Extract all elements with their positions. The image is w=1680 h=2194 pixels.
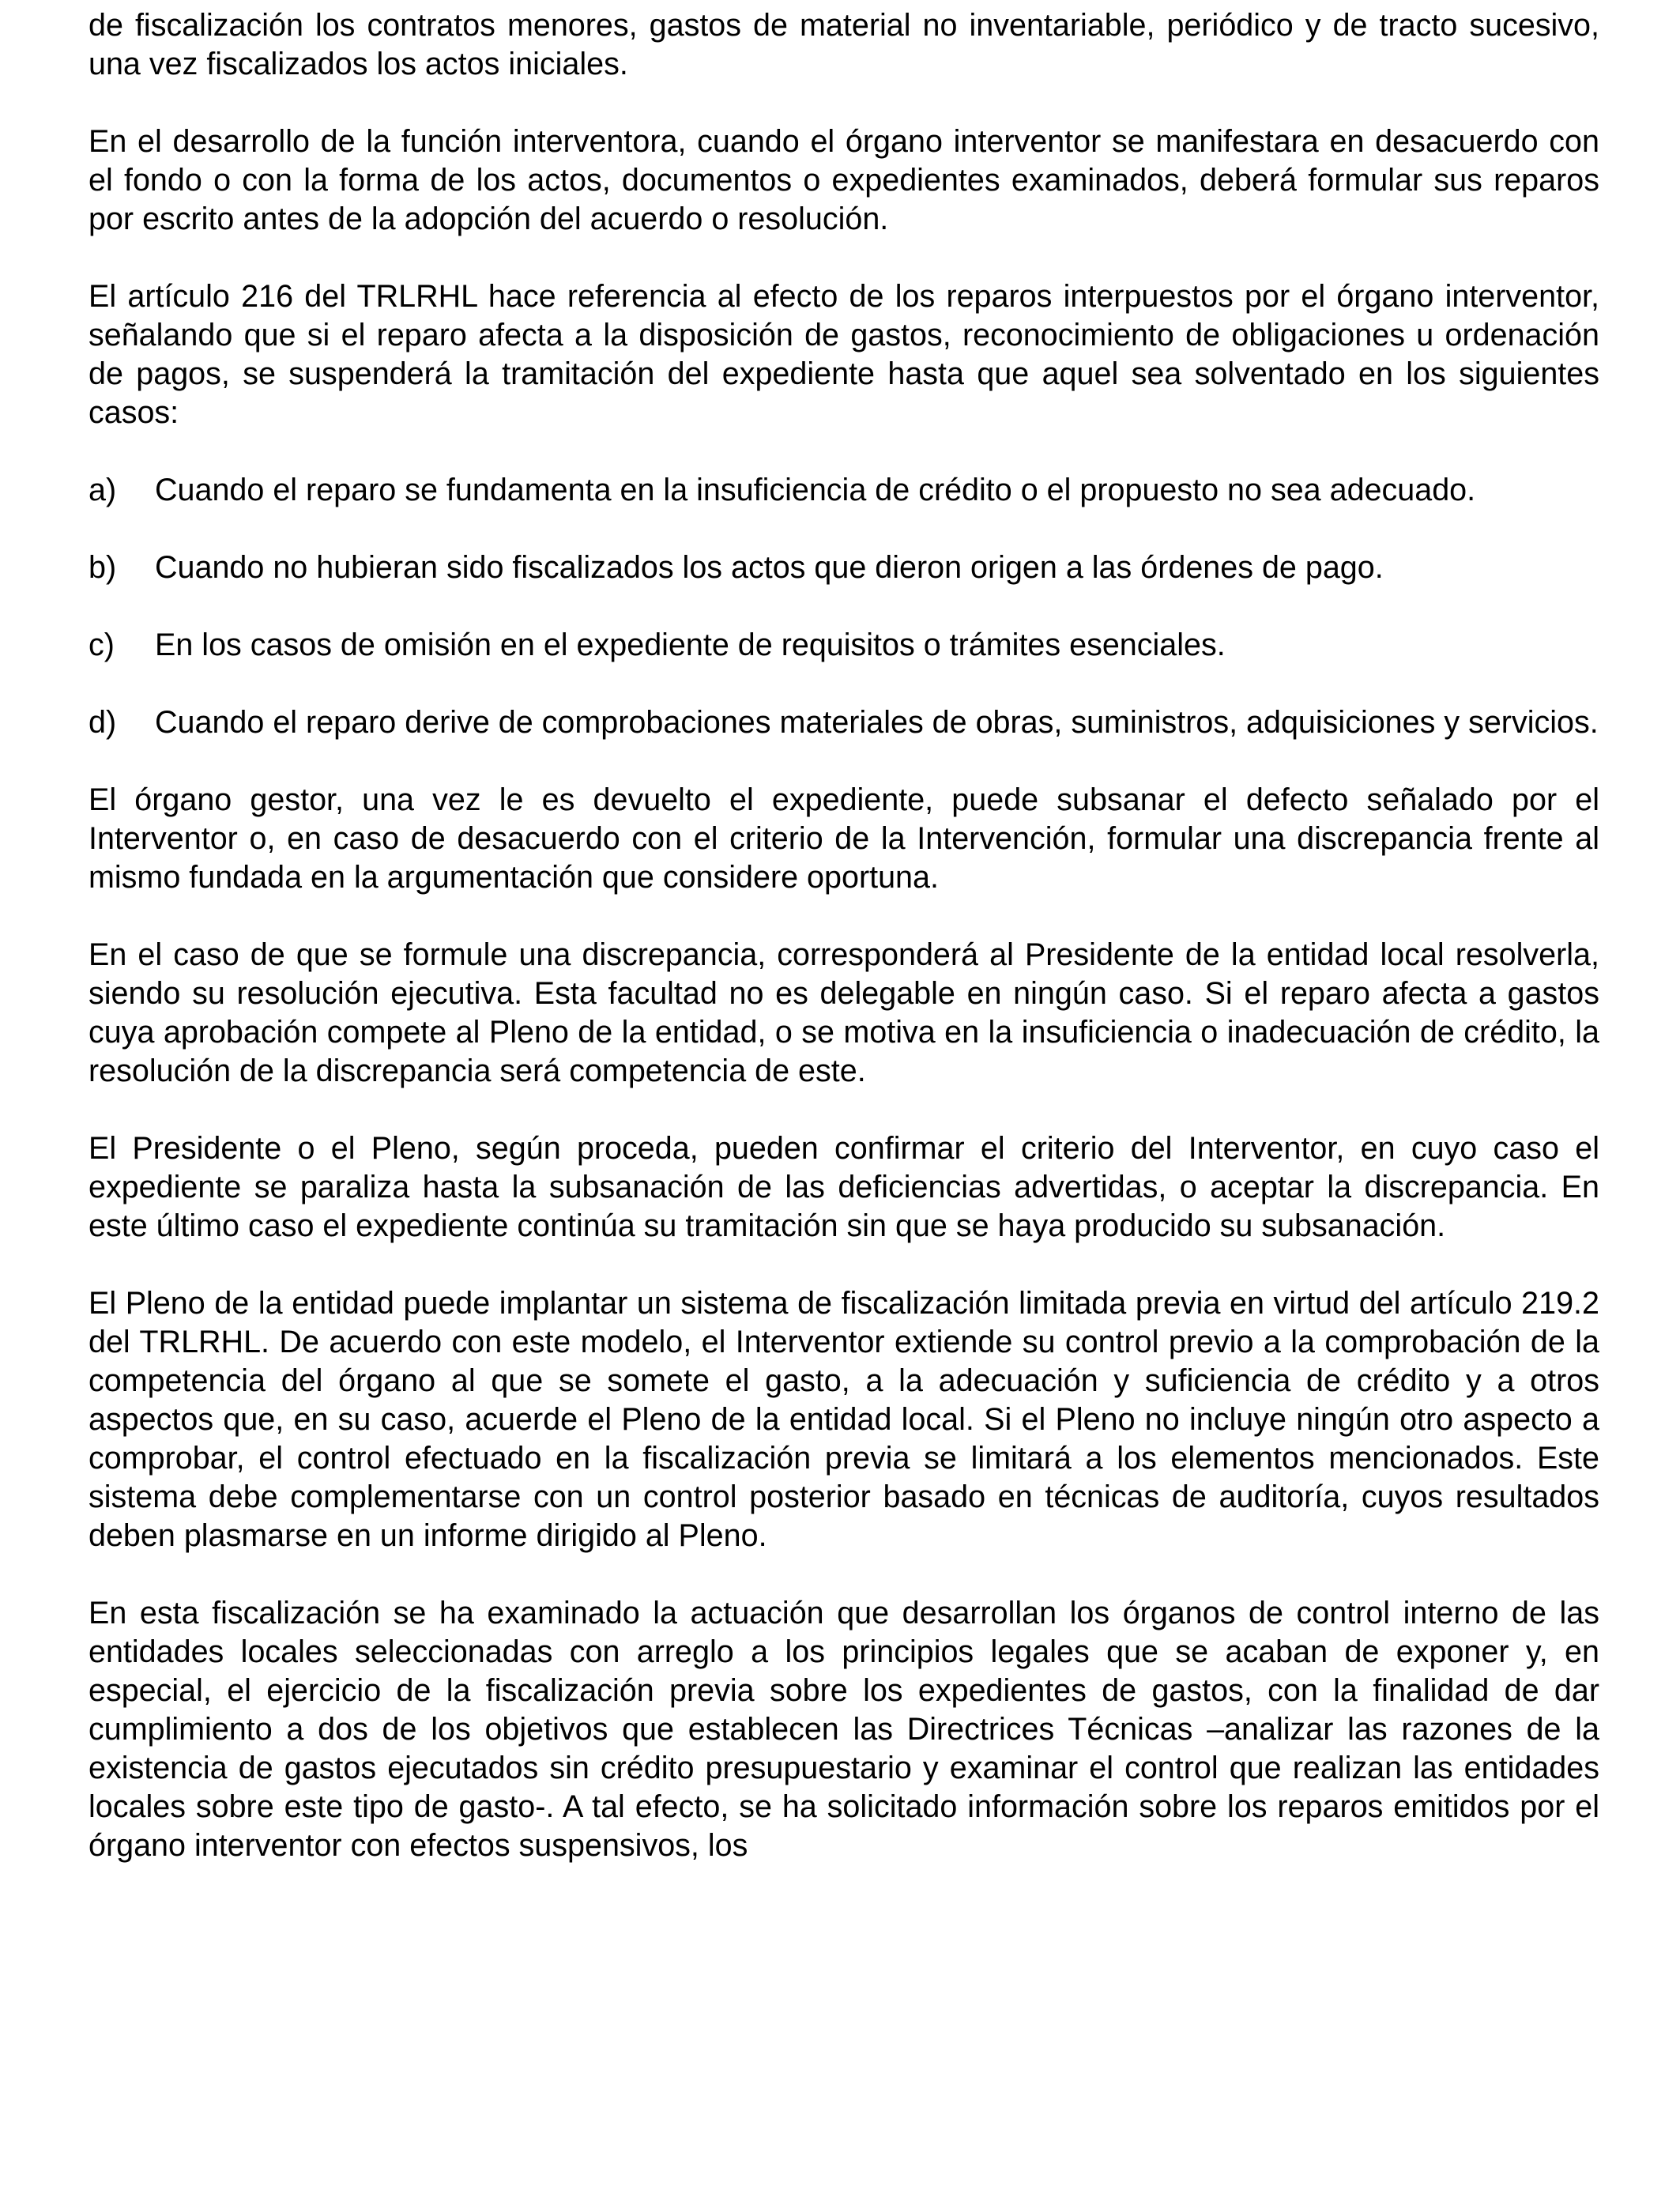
list-item-b: [89, 548, 1599, 587]
paragraph-esta-fiscalizacion: En esta fiscalización se ha examinado la actuación que desarrollan los órganos de control interno de las entidades locales seleccionadas con arreglo a los principios legales que se acaban de exponer y, en especial, el ejercicio de la fiscalización previa sobre los expedientes de gastos, con la finalidad de dar cumplimiento a dos de los objetivos que establecen las Directrices Técnicas –analizar las razones de la existencia de gastos ejecutados sin crédito presupuestario y examinar el control que realizan las entidades locales sobre este tipo de gasto-. A tal efecto, se ha solicitado información sobre los reparos emitidos por el órgano interventor con efectos suspensivos, los: [89, 1596, 1599, 1863]
list-item-text: En los casos de omisión en el expediente de requisitos o trámites esenciales.: [155, 628, 1226, 662]
paragraph-organo-gestor: El órgano gestor, una vez le es devuelto el expediente, puede subsanar el defecto señalado por el Interventor o, en caso de desacuerdo con el criterio de la Intervención, formular una discrepancia frente al mismo fundada en la argumentación que considere oportuna.: [89, 782, 1599, 895]
paragraph-funcion-interventora: En el desarrollo de la función interventora, cuando el órgano interventor se manifestara en desacuerdo con el fondo o con la forma de los actos, documentos o expedientes examinados, deberá formular sus reparos por escrito antes de la adopción del acuerdo o resolución.: [89, 124, 1599, 236]
paragraph-presidente-pleno: El Presidente o el Pleno, según proceda, pueden confirmar el criterio del Interventor, en cuyo caso el expediente se paraliza hasta la subsanación de las deficiencias advertidas, o aceptar la discrepancia. En este último caso el expediente continúa su tramitación sin que se haya producido su subsanación.: [89, 1131, 1599, 1243]
paragraph-discrepancia: En el caso de que se formule una discrepancia, corresponderá al Presidente de la entidad local resolverla, siendo su resolución ejecutiva. Esta facultad no es delegable en ningún caso. Si el reparo afecta a gastos cuya aprobación compete al Pleno de la entidad, o se motiva en la insuficiencia o inadecuación de crédito, la resolución de la discrepancia será competencia de este.: [89, 937, 1599, 1088]
list-marker: a): [89, 473, 117, 507]
list-casos-suspension: [89, 471, 1599, 742]
list-item-c: [89, 626, 1599, 665]
list-marker: c): [89, 628, 115, 662]
list-marker: d): [89, 705, 117, 740]
paragraph-fiscalizacion-limitada: El Pleno de la entidad puede implantar un sistema de fiscalización limitada previa en virtud del artículo 219.2 del TRLRHL. De acuerdo con este modelo, el Interventor extiende su control previo a la comprobación de la competencia del órgano al que se somete el gasto, a la adecuación y suficiencia de crédito y a otros aspectos que, en su caso, acuerde el Pleno de la entidad local. Si el Pleno no incluye ningún otro aspecto a comprobar, el control efectuado en la fiscalización previa se limitará a los elementos mencionados. Este sistema debe complementarse con un control posterior basado en técnicas de auditoría, cuyos resultados deben plasmarse en un informe dirigido al Pleno.: [89, 1286, 1599, 1553]
list-item-a: [89, 471, 1599, 510]
paragraph-contratos-menores: de fiscalización los contratos menores, gastos de material no inventariable, periódico y de tracto sucesivo, una vez fiscalizados los actos iniciales.: [89, 8, 1599, 81]
list-item-text: Cuando el reparo derive de comprobaciones materiales de obras, suministros, adquisiciones y servicios.: [155, 705, 1599, 740]
list-marker: b): [89, 550, 117, 585]
paragraph-articulo-216: El artículo 216 del TRLRHL hace referencia al efecto de los reparos interpuestos por el órgano interventor, señalando que si el reparo afecta a la disposición de gastos, reconocimiento de obligaciones u ordenación de pagos, se suspenderá la tramitación del expediente hasta que aquel sea solventado en los siguientes casos:: [89, 279, 1599, 430]
document-page: [89, 6, 1599, 1865]
list-item-text: Cuando no hubieran sido fiscalizados los actos que dieron origen a las órdenes de pago.: [155, 550, 1384, 585]
list-item-text: Cuando el reparo se fundamenta en la insuficiencia de crédito o el propuesto no sea adecuado.: [155, 473, 1476, 507]
list-item-d: [89, 703, 1599, 742]
